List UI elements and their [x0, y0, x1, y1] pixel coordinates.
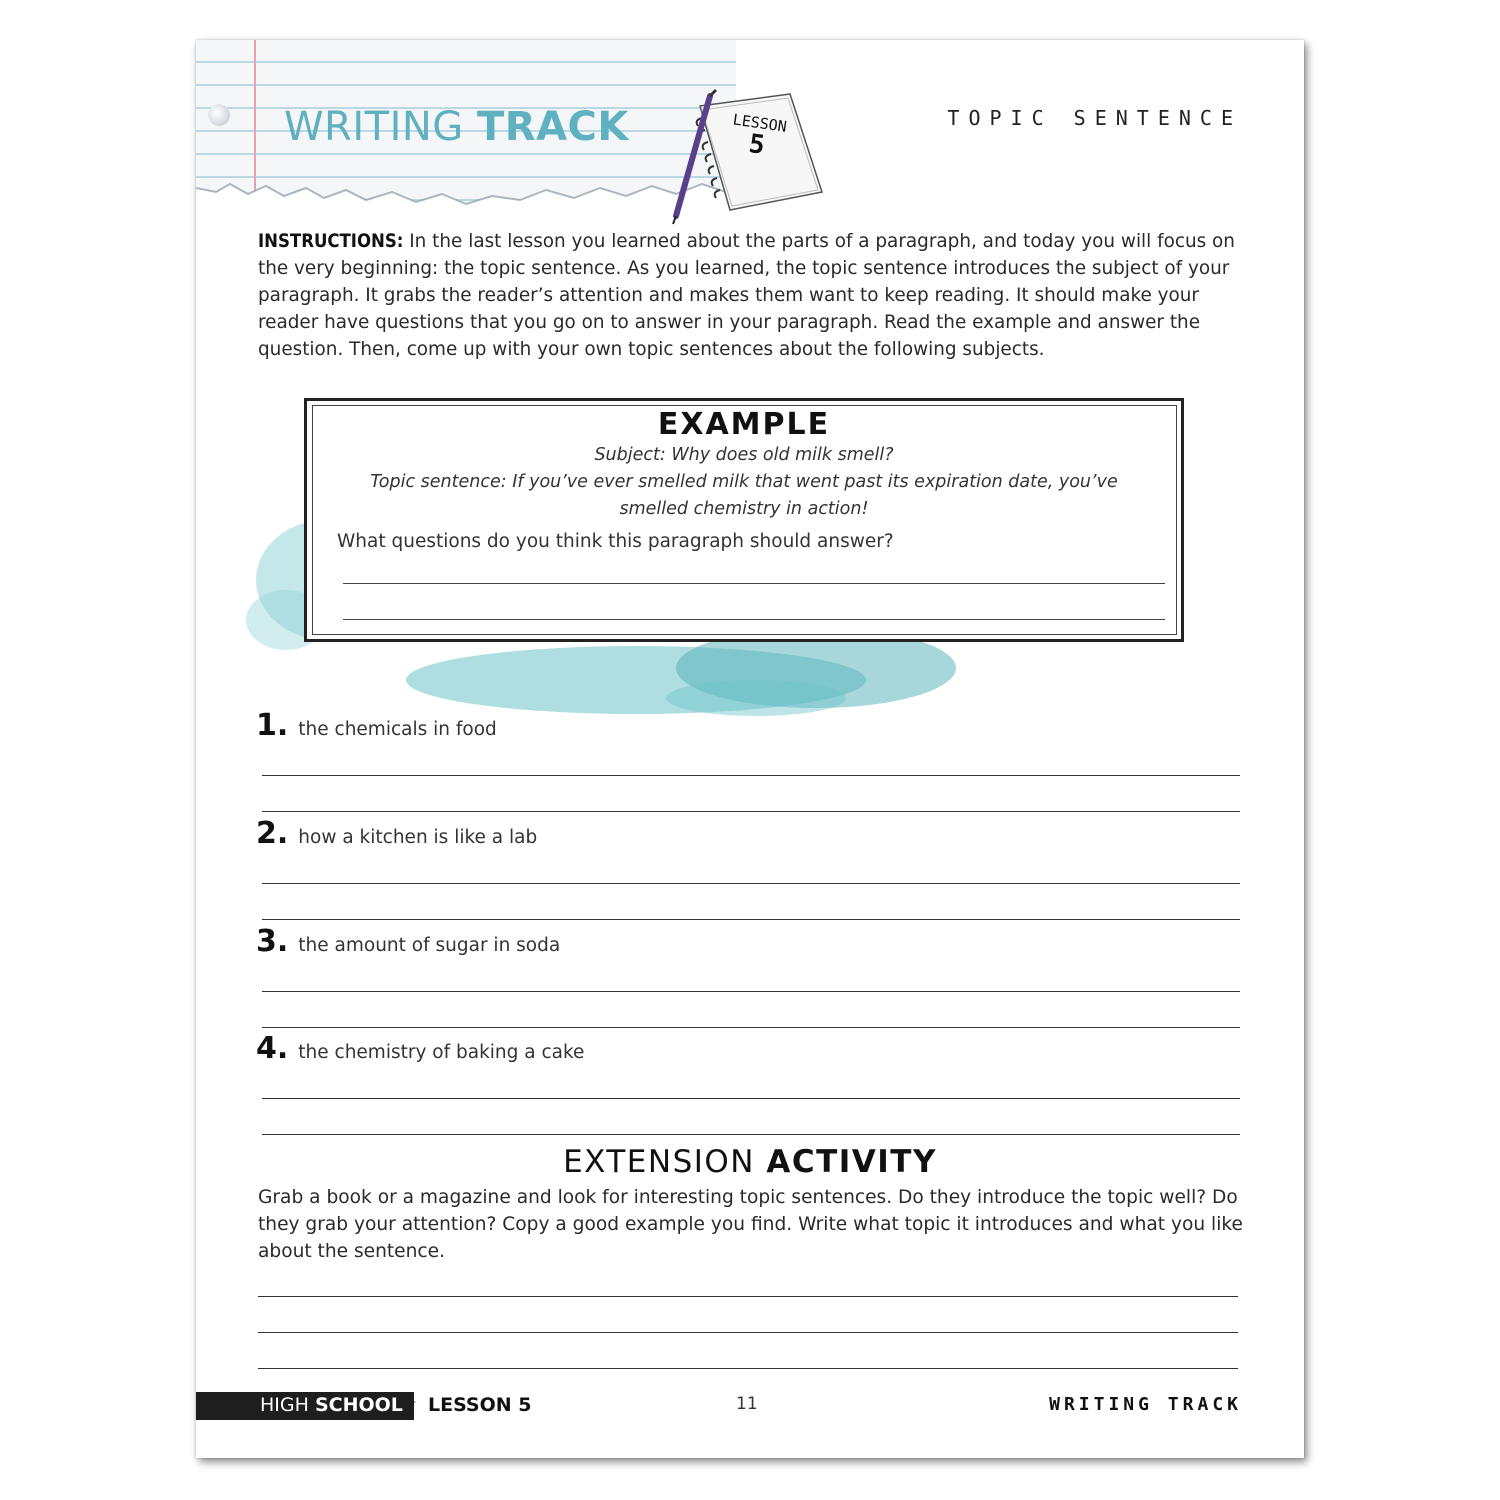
extension-activity-title — [196, 1144, 1304, 1180]
instructions-label: INSTRUCTIONS: — [258, 231, 404, 252]
lesson-badge — [725, 110, 791, 162]
lesson-badge-number: 5 — [746, 128, 767, 161]
extension-title-light: EXTENSION — [563, 1144, 767, 1180]
example-box — [304, 398, 1184, 642]
answer-line[interactable] — [262, 1027, 1240, 1028]
footer-level-bold: SCHOOL — [314, 1394, 403, 1416]
item-number: 1. — [256, 708, 289, 743]
footer-lesson: LESSON 5 — [428, 1394, 532, 1416]
example-answer-line-1[interactable] — [343, 583, 1165, 584]
extension-title-bold: ACTIVITY — [766, 1144, 937, 1180]
paper-punch-hole — [208, 104, 230, 126]
item-text: the chemicals in food — [298, 719, 497, 740]
example-subject: Subject: Why does old milk smell? — [594, 445, 894, 465]
title-light: WRITING — [284, 104, 478, 150]
answer-line[interactable] — [262, 883, 1240, 884]
item-number: 3. — [256, 924, 289, 959]
footer-track-name: WRITING TRACK — [1049, 1394, 1242, 1415]
item-text: the chemistry of baking a cake — [298, 1042, 585, 1063]
item-number: 2. — [256, 816, 289, 851]
answer-line[interactable] — [262, 1098, 1240, 1099]
instructions-paragraph — [258, 228, 1248, 363]
worksheet-page — [196, 40, 1304, 1458]
answer-line[interactable] — [262, 811, 1240, 812]
example-title: EXAMPLE — [657, 407, 831, 442]
list-item — [256, 708, 497, 748]
example-topic-line-2: smelled chemistry in action! — [619, 499, 869, 519]
list-item — [256, 1031, 584, 1071]
answer-line[interactable] — [262, 1134, 1240, 1135]
item-number: 4. — [256, 1031, 289, 1066]
answer-line[interactable] — [258, 1296, 1238, 1297]
list-item — [256, 924, 560, 964]
example-question: What questions do you think this paragraph should answer? — [337, 531, 894, 552]
answer-line[interactable] — [258, 1332, 1238, 1333]
lesson-badge-label: LESSON — [731, 110, 788, 136]
topic-header: TOPIC SENTENCE — [947, 106, 1242, 130]
instructions-text: In the last lesson you learned about the parts of a paragraph, and today you will focus on the very beginning: the topic sentence. As you learned, the topic sentence introduces the subject of your paragraph. It grabs the reader’s attention and makes them want to keep reading. It should make your reader have questions that you go on to answer in your paragraph. Read the example and answer the question. Then, come up with your own topic sentences about the following subjects. — [258, 231, 1235, 360]
answer-line[interactable] — [262, 919, 1240, 920]
answer-line[interactable] — [262, 775, 1240, 776]
answer-line[interactable] — [258, 1368, 1238, 1369]
item-text: the amount of sugar in soda — [298, 935, 561, 956]
list-item — [256, 816, 537, 856]
writing-track-title — [284, 104, 629, 150]
footer-level-light: HIGH — [260, 1394, 315, 1416]
extension-activity-text: Grab a book or a magazine and look for interesting topic sentences. Do they introduce the topic well? Do they grab your attention? Copy a good example you find. Write what topic it introduces and what you like about the sentence. — [258, 1187, 1243, 1262]
title-bold: TRACK — [477, 104, 629, 150]
page-number: 11 — [736, 1394, 758, 1414]
example-topic-line-1: Topic sentence: If you’ve ever smelled milk that went past its expiration date, you’ve — [370, 472, 1118, 492]
answer-line[interactable] — [262, 991, 1240, 992]
item-text: how a kitchen is like a lab — [298, 827, 538, 848]
footer-level — [260, 1394, 403, 1416]
example-answer-line-2[interactable] — [343, 619, 1165, 620]
